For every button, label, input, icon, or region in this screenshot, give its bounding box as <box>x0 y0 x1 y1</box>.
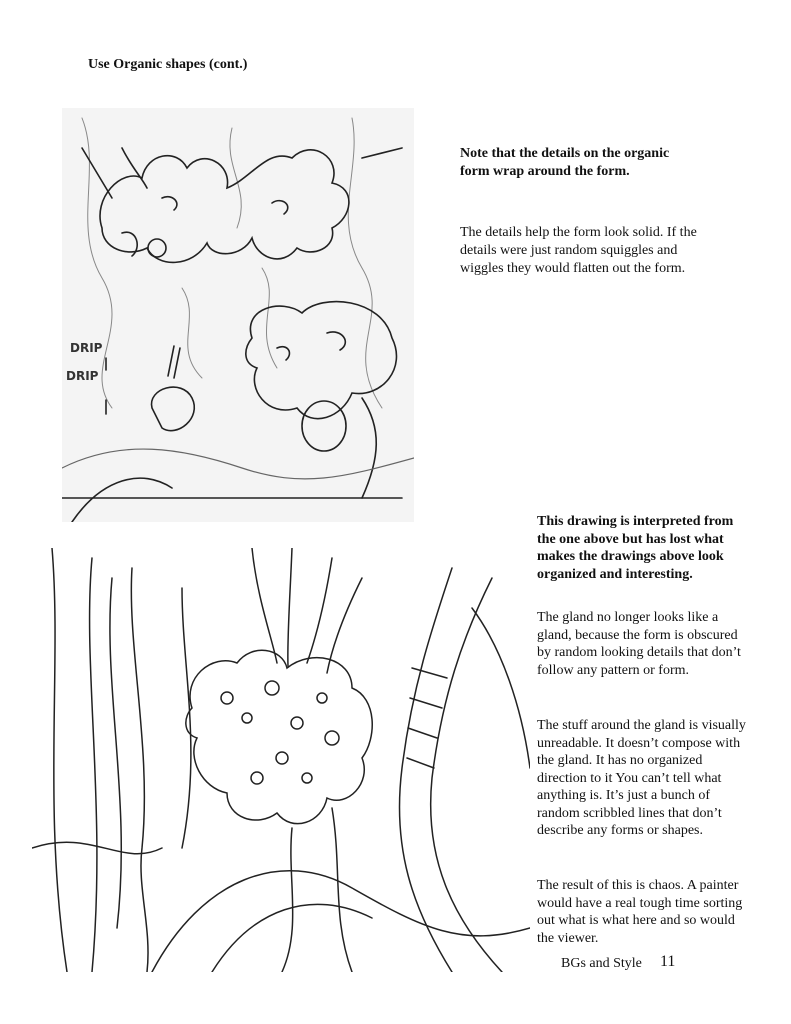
footer-title: BGs and Style <box>561 956 642 971</box>
drip-label-2: DRIP <box>66 369 99 383</box>
note-title: Note that the details on the organic form wrap around the form. <box>460 146 670 179</box>
critique-paragraph-3: The result of this is chaos. A painter would have a real tough time sorting out what is what here and so would the viewer. <box>537 878 743 946</box>
page-heading: Use Organic shapes (cont.) <box>88 57 248 72</box>
critique-paragraph-1: The gland no longer looks like a gland, because the form is obscured by random looking details that don’t follow any pattern or form. <box>537 610 741 678</box>
page-number: 11 <box>660 953 676 970</box>
drip-label-1: DRIP <box>70 341 103 355</box>
critique-paragraph-2: The stuff around the gland is visually unreadable. It doesn’t compose with the gland. It has no organized direction to it You can’t tell what anything is. It’s just a bunch of random scribbled lines that don’t describe any forms or shapes. <box>537 718 746 838</box>
critique-title: This drawing is interpreted from the one above but has lost what makes the drawings above look organized and interesting. <box>537 514 734 582</box>
note-body: The details help the form look solid. If the details were just random squiggles and wiggles they would flatten out the form. <box>460 225 697 276</box>
organic-form-sketch <box>62 108 414 522</box>
chaotic-gland-sketch <box>32 548 530 972</box>
